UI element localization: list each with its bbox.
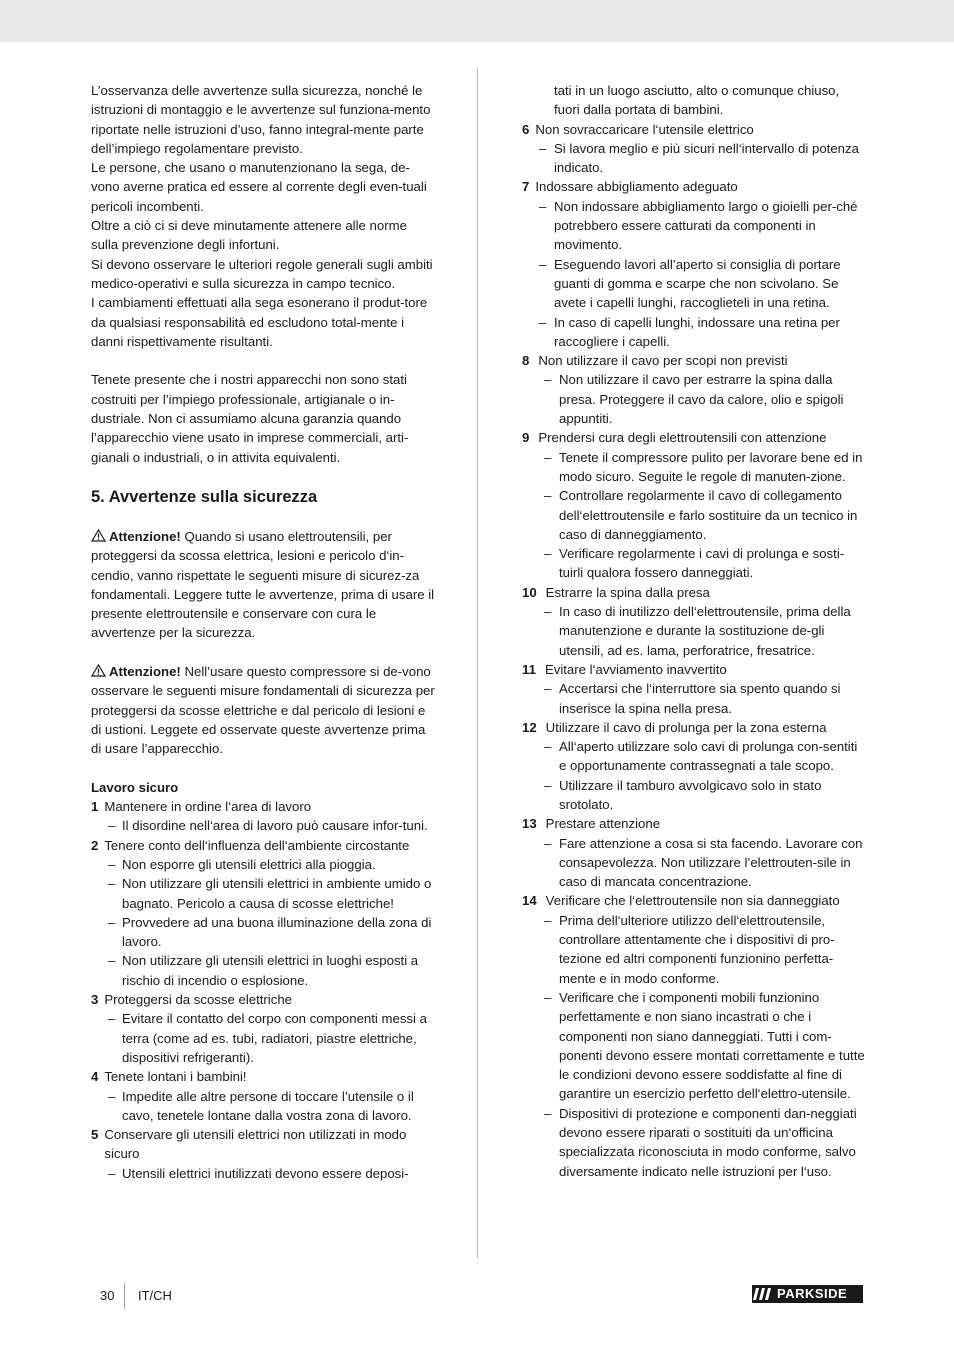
column-divider bbox=[477, 68, 478, 1258]
sub-item bbox=[522, 313, 867, 352]
item-title: Verificare che l‘elettroutensile non sia danneggiato bbox=[545, 893, 840, 909]
item-number: 9 bbox=[522, 430, 530, 446]
dash-bullet: – bbox=[539, 198, 547, 214]
list-item bbox=[91, 797, 436, 816]
sub-item bbox=[91, 1087, 436, 1126]
sub-item-text: Fare attenzione a cosa si sta facendo. Lavorare con consapevolezza. Non utilizzare l’elettrouten-sile in caso di mancata concentrazione. bbox=[559, 835, 863, 890]
item-title: Evitare l‘avviamento inavvertito bbox=[544, 661, 727, 677]
item-number: 11 bbox=[522, 661, 536, 677]
dash-bullet: – bbox=[539, 314, 547, 330]
logo-brand-text: PARKSIDE bbox=[777, 1286, 848, 1301]
list-item bbox=[522, 814, 867, 833]
subheading-safe-work: Lavoro sicuro bbox=[91, 779, 179, 795]
item-title: Utilizzare il cavo di prolunga per la zona esterna bbox=[545, 719, 827, 735]
intro-paragraph-1: L’osservanza delle avvertenze sulla sicurezza, nonché le istruzioni di montaggio e le avvertenze sul funziona-mento riportate nelle istruzioni d’uso, fanno integral-mente parte dell’impiego regolamentare previsto. bbox=[91, 83, 431, 156]
sub-item-text: Evitare il contatto del corpo con componenti messi a terra (come ad es. tubi, radiatori, piastre elettriche, dispositivi refrigeranti). bbox=[122, 1011, 427, 1065]
warning-paragraph-2 bbox=[91, 662, 436, 758]
dash-bullet: – bbox=[108, 914, 116, 930]
sub-item bbox=[522, 370, 867, 428]
item-number: 4 bbox=[91, 1069, 99, 1085]
section-heading: 5. Avvertenze sulla sicurezza bbox=[91, 487, 318, 506]
right-column bbox=[522, 81, 867, 1181]
list-item bbox=[91, 1067, 436, 1086]
item-number: 7 bbox=[522, 179, 530, 195]
item-title: Proteggersi da scosse elettriche bbox=[104, 992, 292, 1008]
sub-item-text: Provvedere ad una buona illuminazione della zona di lavoro. bbox=[122, 914, 432, 950]
warning-label: Attenzione! bbox=[109, 528, 181, 544]
sub-item bbox=[522, 448, 867, 487]
item-number: 5 bbox=[91, 1127, 99, 1143]
sub-item bbox=[522, 679, 867, 718]
sub-item bbox=[522, 544, 867, 583]
item-title: Non utilizzare il cavo per scopi non previsti bbox=[538, 353, 788, 369]
dash-bullet: – bbox=[108, 953, 116, 969]
intro-paragraph-5: I cambiamenti effettuati alla sega esonerano il produt-tore da qualsiasi responsabilità ed escludono total-mente i danni rispettivamente risultanti. bbox=[91, 295, 428, 349]
parkside-logo bbox=[752, 1285, 863, 1303]
sub-item bbox=[522, 602, 867, 660]
sub-item-text: Accertarsi che l‘interruttore sia spento quando si inserisce la spina nella presa. bbox=[559, 681, 841, 716]
list-item bbox=[522, 351, 867, 370]
dash-bullet: – bbox=[544, 835, 552, 851]
intro-paragraph-3: Oltre a ciò ci si deve minutamente attenere alle norme sulla prevenzione degli infortuni. bbox=[91, 218, 407, 253]
item-number: 12 bbox=[522, 719, 537, 735]
sub-item-text: Eseguendo lavori all’aperto si consiglia di portare guanti di gomma e scarpe che non scivolano. Se avete i capelli lunghi, raccoglieteli in una retina. bbox=[554, 256, 841, 311]
item-title: Tenere conto dell‘influenza dell‘ambiente circostante bbox=[104, 837, 410, 853]
intro-paragraph-2: Le persone, che usano o manutenzionano la sega, de-vono averne pratica ed essere al corrente degli even-tuali pericoli incombenti. bbox=[91, 160, 427, 214]
sub-item-text: Verificare regolarmente i cavi di prolunga e sosti-tuirli qualora fossero danneggiati. bbox=[559, 546, 845, 581]
sub-item bbox=[522, 486, 867, 544]
sub-item-text: Utilizzare il tamburo avvolgicavo solo in stato srotolato. bbox=[559, 777, 822, 812]
warning-triangle-icon bbox=[91, 529, 106, 542]
sub-item-text: In caso di capelli lunghi, indossare una retina per raccogliere i capelli. bbox=[554, 314, 840, 349]
list-item bbox=[91, 990, 436, 1009]
item-title: Estrarre la spina dalla presa bbox=[545, 584, 710, 600]
dash-bullet: – bbox=[544, 989, 552, 1005]
dash-bullet: – bbox=[108, 818, 116, 834]
sub-item-text: Non utilizzare gli utensili elettrici in ambiente umido o bagnato. Pericolo a causa di scosse elettriche! bbox=[122, 876, 432, 911]
dash-bullet: – bbox=[544, 488, 552, 504]
dash-bullet: – bbox=[539, 140, 547, 156]
dash-bullet: – bbox=[108, 856, 116, 872]
item-title: Conservare gli utensili elettrici non utilizzati in modo sicuro bbox=[104, 1127, 407, 1162]
sub-item bbox=[522, 834, 867, 892]
dash-bullet: – bbox=[544, 546, 552, 562]
warning-paragraph-1 bbox=[91, 527, 436, 643]
sub-item-text: Prima dell‘ulteriore utilizzo dell‘elettroutensile, controllare attentamente che i dispositivi di pro-tezione ed altri componenti funzionino perfetta-mente e in modo conforme. bbox=[559, 912, 835, 986]
sub-item bbox=[91, 951, 436, 990]
warning-triangle-icon bbox=[91, 664, 106, 677]
dash-bullet: – bbox=[108, 1165, 116, 1181]
list-item bbox=[91, 1125, 436, 1164]
sub-item bbox=[522, 737, 867, 776]
item-title: Indossare abbigliamento adeguato bbox=[535, 179, 738, 195]
sub-item-text: Impedite alle altre persone di toccare l’utensile o il cavo, tenetele lontane dalla vostra zona di lavoro. bbox=[122, 1088, 414, 1123]
item-number: 2 bbox=[91, 837, 99, 853]
sub-item-text: Il disordine nell‘area di lavoro può causare infor-tuni. bbox=[122, 818, 428, 834]
warning-text: Nell’usare questo compressore si de-vono osservare le seguenti misure fondamentali di sicurezza per proteggersi da scosse elettriche e dal pericolo di lesioni e di ustioni. Leggete ed osservate queste avvertenze prima di usare l’apparecchio. bbox=[91, 664, 435, 757]
dash-bullet: – bbox=[539, 256, 547, 272]
sub-item bbox=[522, 255, 867, 313]
sub-item-text: Non esporre gli utensili elettrici alla pioggia. bbox=[122, 856, 376, 872]
warning-label: Attenzione! bbox=[109, 664, 181, 680]
sub-item bbox=[91, 874, 436, 913]
list-item bbox=[91, 836, 436, 855]
dash-bullet: – bbox=[544, 449, 552, 465]
item-number: 14 bbox=[522, 893, 537, 909]
item-number: 10 bbox=[522, 584, 537, 600]
sub-item-text: Tenete il compressore pulito per lavorare bene ed in modo sicuro. Seguite le regole di manuten-zione. bbox=[559, 449, 863, 484]
sub-item bbox=[91, 816, 436, 835]
sub-item bbox=[91, 1164, 436, 1183]
list-item bbox=[522, 177, 867, 196]
warning-text: Quando si usano elettroutensili, per proteggersi da scossa elettrica, lesioni e pericolo d‘in-cendio, vanno rispettate le seguenti misure di sicurez-za fondamentali. Leggere tutte le avvertenze, prima di usare il presente elettroutensile e conservare con cura le avvertenze per la sicurezza. bbox=[91, 528, 435, 641]
item-title: Mantenere in ordine l‘area di lavoro bbox=[104, 799, 312, 815]
item-number: 3 bbox=[91, 992, 99, 1008]
dash-bullet: – bbox=[544, 681, 552, 697]
intro-paragraph-4: Si devono osservare le ulteriori regole generali sugli ambiti medico-operativi e sulla sicurezza in campo tecnico. bbox=[91, 256, 433, 291]
continuation-text: tati in un luogo asciutto, alto o comunque chiuso, fuori dalla portata di bambini. bbox=[554, 83, 840, 118]
item-title: Tenete lontani i bambini! bbox=[104, 1069, 247, 1085]
sub-item bbox=[522, 197, 867, 255]
sub-item bbox=[522, 1104, 867, 1181]
dash-bullet: – bbox=[108, 1088, 116, 1104]
item-number: 1 bbox=[91, 799, 99, 815]
left-item-list bbox=[91, 797, 436, 1183]
dash-bullet: – bbox=[544, 777, 552, 793]
sub-item bbox=[522, 776, 867, 815]
logo-stripes-icon bbox=[752, 1285, 774, 1303]
sub-item-text: Utensili elettrici inutilizzati devono essere deposi- bbox=[122, 1165, 409, 1181]
sub-item-text: Non utilizzare gli utensili elettrici in luoghi esposti a rischio di incendio o esplosione. bbox=[122, 953, 419, 988]
dash-bullet: – bbox=[108, 876, 116, 892]
sub-item-text: Si lavora meglio e più sicuri nell‘intervallo di potenza indicato. bbox=[554, 140, 859, 176]
notice-paragraph: Tenete presente che i nostri apparecchi non sono stati costruiti per l’impiego professionale, artigianale o in-dustriale. Non ci assumiamo alcuna garanzia quando l’apparecchio viene usato in imprese commerciali, arti-gianali o industriali, o in attivita equivalenti. bbox=[91, 372, 409, 465]
sub-item bbox=[522, 139, 867, 178]
item-title: Prestare attenzione bbox=[545, 816, 661, 832]
sub-item bbox=[522, 988, 867, 1104]
dash-bullet: – bbox=[544, 1105, 552, 1121]
list-item bbox=[522, 583, 867, 602]
left-column bbox=[91, 81, 436, 1183]
sub-item-text: Non indossare abbigliamento largo o gioielli per-ché potrebbero essere catturati da componenti in movimento. bbox=[554, 198, 858, 253]
sub-item bbox=[91, 1009, 436, 1067]
sub-item-text: In caso di inutilizzo dell‘elettroutensile, prima della manutenzione e durante la sostituzione de-gli utensili, ad es. lama, perforatrice, fresatrice. bbox=[559, 604, 851, 658]
list-item bbox=[522, 891, 867, 910]
sub-item-text: All‘aperto utilizzare solo cavi di prolunga con-sentiti e opportunamente contrassegnati a tale scopo. bbox=[559, 739, 858, 774]
sub-item bbox=[522, 911, 867, 988]
header-band bbox=[0, 0, 954, 42]
list-item bbox=[522, 660, 867, 679]
list-item bbox=[522, 120, 867, 139]
footer-divider bbox=[124, 1283, 125, 1309]
list-item bbox=[522, 428, 867, 447]
sub-item-text: Verificare che i componenti mobili funzionino perfettamente e non siano incastrati o che i componenti non siano danneggiati. Tutti i com-ponenti devono essere montati correttamente e tutte le condizioni devono essere soddisfatte al fine di garantire un esercizio perfetto dell‘elettro-utensile. bbox=[559, 989, 865, 1102]
sub-item-text: Non utilizzare il cavo per estrarre la spina dalla presa. Proteggere il cavo da calore, olio e spigoli appuntiti. bbox=[559, 372, 844, 427]
list-item bbox=[522, 718, 867, 737]
dash-bullet: – bbox=[544, 604, 552, 620]
item-number: 8 bbox=[522, 353, 530, 369]
item-number: 6 bbox=[522, 121, 530, 137]
dash-bullet: – bbox=[108, 1011, 116, 1027]
dash-bullet: – bbox=[544, 372, 552, 388]
item-title: Non sovraccaricare l‘utensile elettrico bbox=[535, 121, 754, 137]
sub-item-text: Dispositivi di protezione e componenti dan-neggiati devono essere riparati o sostituiti da un‘officina specializzata riconosciuta in modo conforme, salvo diversamente indicato nelle istruzioni per l‘uso. bbox=[559, 1105, 857, 1179]
right-item-list bbox=[522, 120, 867, 1181]
item-number: 13 bbox=[522, 816, 537, 832]
sub-item-text: Controllare regolarmente il cavo di collegamento dell‘elettroutensile e farlo sostituire da un tecnico in caso di danneggiamento. bbox=[559, 488, 858, 542]
sub-item bbox=[91, 855, 436, 874]
language-code: IT/CH bbox=[138, 1288, 172, 1303]
page-number: 30 bbox=[100, 1288, 115, 1303]
sub-item bbox=[91, 913, 436, 952]
item-title: Prendersi cura degli elettroutensili con attenzione bbox=[538, 430, 827, 446]
dash-bullet: – bbox=[544, 739, 552, 755]
dash-bullet: – bbox=[544, 912, 552, 928]
